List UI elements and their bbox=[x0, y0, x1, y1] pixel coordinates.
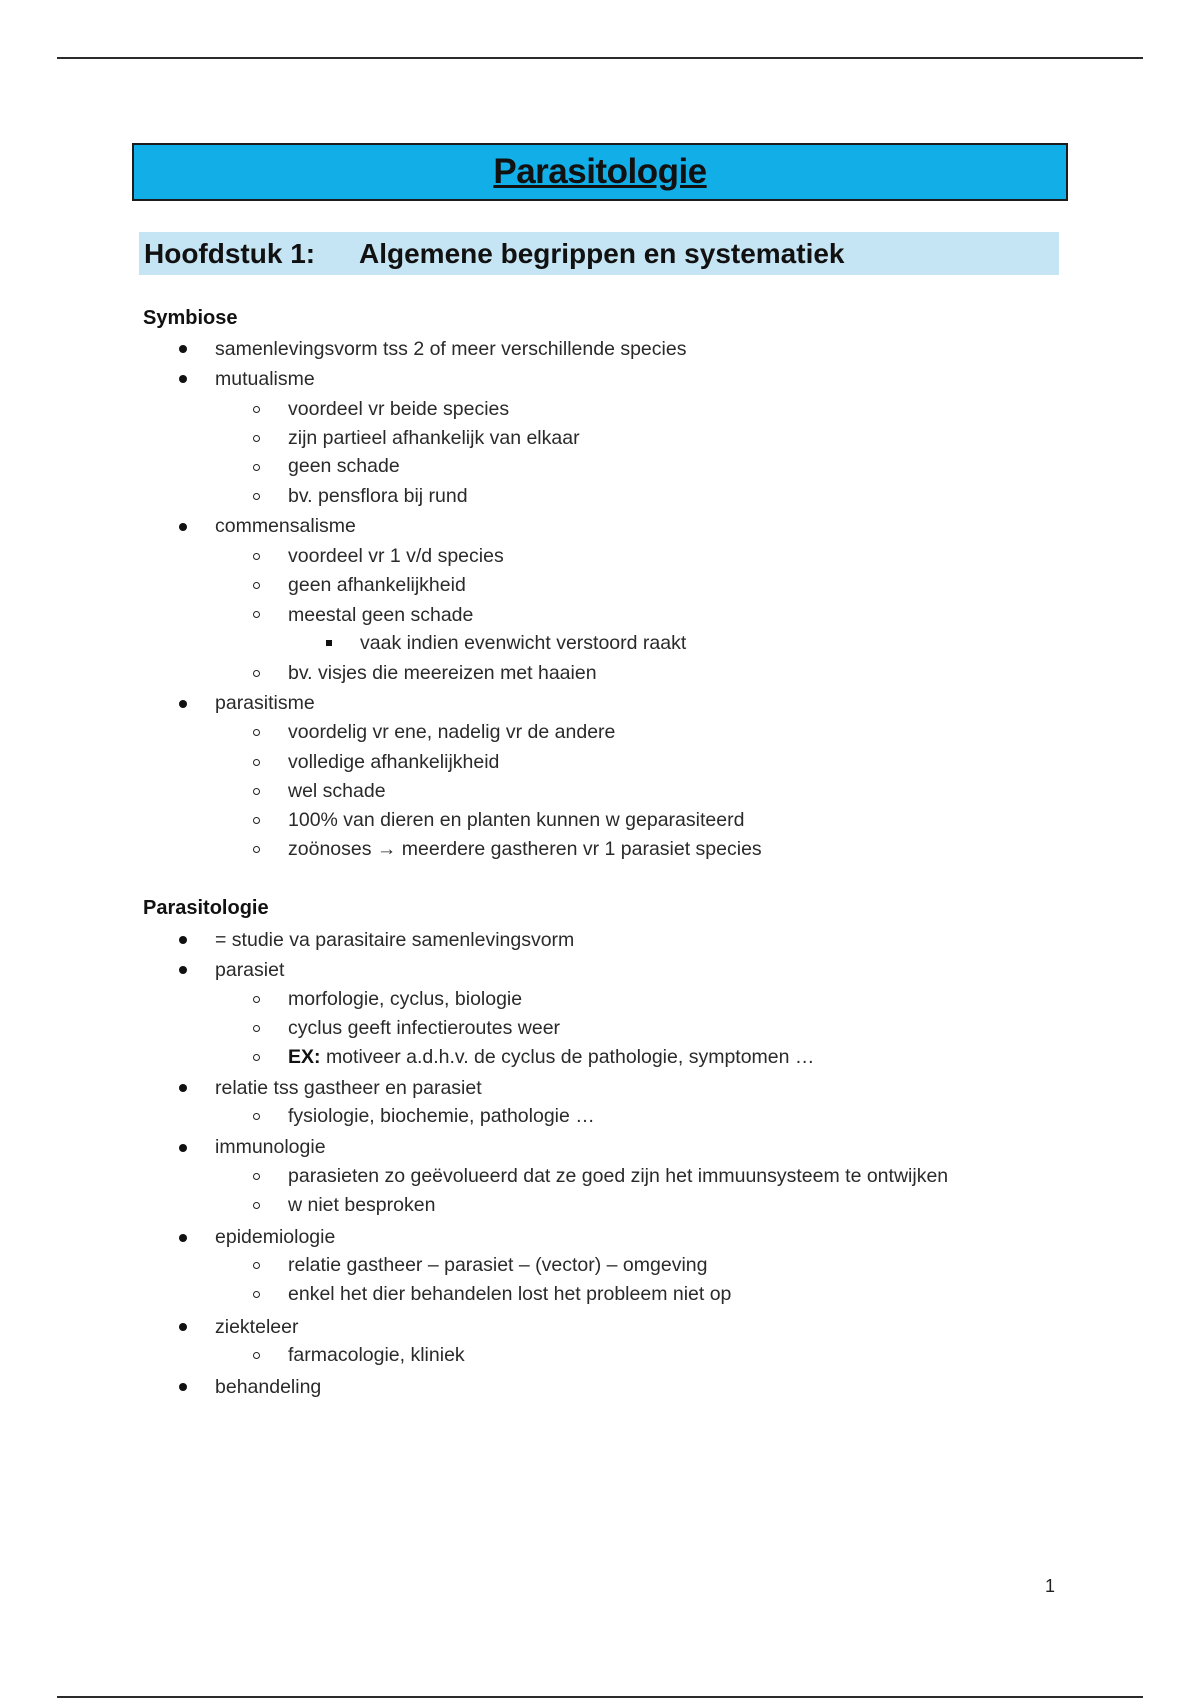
list-item: meestal geen schade bbox=[288, 604, 474, 626]
bullet-icon bbox=[179, 1084, 187, 1092]
bullet-icon bbox=[179, 1383, 187, 1391]
list-item: w niet besproken bbox=[288, 1194, 436, 1216]
section-heading-symbiose: Symbiose bbox=[143, 307, 238, 329]
bullet-icon bbox=[179, 1234, 187, 1242]
list-item: morfologie, cyclus, biologie bbox=[288, 988, 523, 1010]
circle-bullet-icon bbox=[253, 1054, 260, 1061]
circle-bullet-icon bbox=[253, 1202, 260, 1209]
list-item: parasieten zo geëvolueerd dat ze goed zijn het immuunsysteem te ontwijken bbox=[288, 1165, 949, 1187]
list-item: zijn partieel afhankelijk van elkaar bbox=[288, 427, 580, 449]
circle-bullet-icon bbox=[253, 464, 260, 471]
page-bottom-rule bbox=[57, 1696, 1143, 1698]
bullet-icon bbox=[179, 523, 187, 531]
chapter-heading bbox=[139, 232, 1059, 275]
ex-text: motiveer a.d.h.v. de cyclus de pathologie, symptomen … bbox=[325, 1046, 815, 1068]
circle-bullet-icon bbox=[253, 817, 260, 824]
bullet-icon bbox=[179, 936, 187, 944]
list-item: enkel het dier behandelen lost het probleem niet op bbox=[288, 1283, 732, 1305]
list-item: bv. visjes die meereizen met haaien bbox=[288, 662, 597, 684]
list-item: relatie tss gastheer en parasiet bbox=[215, 1077, 482, 1099]
list-item: samenlevingsvorm tss 2 of meer verschillende species bbox=[215, 338, 687, 360]
circle-bullet-icon bbox=[253, 1113, 260, 1120]
list-item: cyclus geeft infectieroutes weer bbox=[288, 1017, 561, 1039]
circle-bullet-icon bbox=[253, 611, 260, 618]
circle-bullet-icon bbox=[253, 582, 260, 589]
list-item: behandeling bbox=[215, 1376, 322, 1398]
list-item: voordeel vr beide species bbox=[288, 398, 510, 420]
circle-bullet-icon bbox=[253, 406, 260, 413]
circle-bullet-icon bbox=[253, 1352, 260, 1359]
ex-label: EX: bbox=[288, 1046, 321, 1068]
chapter-number: Hoofdstuk 1: bbox=[144, 237, 316, 269]
bullet-icon bbox=[179, 375, 187, 383]
circle-bullet-icon bbox=[253, 1262, 260, 1269]
list-item: = studie va parasitaire samenlevingsvorm bbox=[215, 929, 575, 951]
bullet-icon bbox=[179, 700, 187, 708]
list-item: fysiologie, biochemie, pathologie … bbox=[288, 1105, 595, 1127]
circle-bullet-icon bbox=[253, 1291, 260, 1298]
list-item: vaak indien evenwicht verstoord raakt bbox=[360, 632, 687, 654]
list-item: zoönoses → meerdere gastheren vr 1 parasiet species bbox=[288, 838, 762, 860]
bullet-icon bbox=[179, 1144, 187, 1152]
list-item: relatie gastheer – parasiet – (vector) – omgeving bbox=[288, 1254, 708, 1276]
list-item: geen schade bbox=[288, 455, 400, 477]
circle-bullet-icon bbox=[253, 493, 260, 500]
bullet-icon bbox=[179, 345, 187, 353]
list-item: farmacologie, kliniek bbox=[288, 1344, 465, 1366]
list-item: bv. pensflora bij rund bbox=[288, 485, 468, 507]
page-top-rule bbox=[57, 57, 1143, 59]
circle-bullet-icon bbox=[253, 759, 260, 766]
circle-bullet-icon bbox=[253, 553, 260, 560]
circle-bullet-icon bbox=[253, 435, 260, 442]
square-bullet-icon bbox=[326, 640, 332, 646]
list-item: wel schade bbox=[288, 780, 386, 802]
list-item: volledige afhankelijkheid bbox=[288, 751, 500, 773]
list-item: parasiet bbox=[215, 959, 285, 981]
list-item: voordelig vr ene, nadelig vr de andere bbox=[288, 721, 616, 743]
bullet-icon bbox=[179, 966, 187, 974]
list-item: ziekteleer bbox=[215, 1316, 299, 1338]
circle-bullet-icon bbox=[253, 729, 260, 736]
list-item: epidemiologie bbox=[215, 1226, 336, 1248]
bullet-icon bbox=[179, 1323, 187, 1331]
page-number: 1 bbox=[1045, 1576, 1056, 1596]
list-item: mutualisme bbox=[215, 368, 315, 390]
list-item: geen afhankelijkheid bbox=[288, 574, 466, 596]
circle-bullet-icon bbox=[253, 1025, 260, 1032]
document-title: Parasitologie bbox=[493, 152, 707, 191]
circle-bullet-icon bbox=[253, 1173, 260, 1180]
chapter-title: Algemene begrippen en systematiek bbox=[359, 237, 845, 269]
list-item: 100% van dieren en planten kunnen w geparasiteerd bbox=[288, 809, 745, 831]
circle-bullet-icon bbox=[253, 996, 260, 1003]
list-item: parasitisme bbox=[215, 692, 315, 714]
circle-bullet-icon bbox=[253, 846, 260, 853]
circle-bullet-icon bbox=[253, 788, 260, 795]
section-heading-parasitologie: Parasitologie bbox=[143, 897, 269, 919]
list-item: voordeel vr 1 v/d species bbox=[288, 545, 504, 567]
document-title-box bbox=[132, 143, 1068, 201]
list-item bbox=[288, 1045, 814, 1069]
circle-bullet-icon bbox=[253, 670, 260, 677]
list-item: immunologie bbox=[215, 1136, 326, 1158]
list-item: commensalisme bbox=[215, 515, 356, 537]
